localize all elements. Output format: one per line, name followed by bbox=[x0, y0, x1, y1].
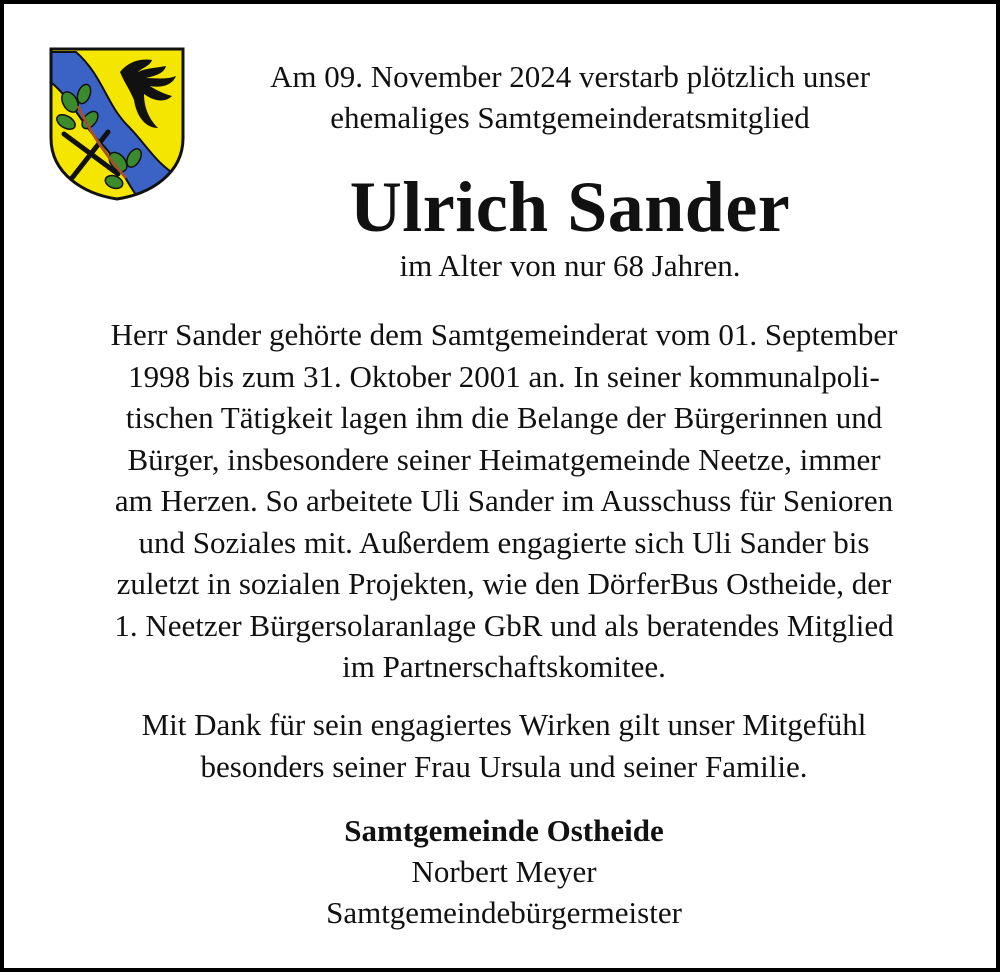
coat-of-arms-icon bbox=[48, 46, 186, 202]
signature-person: Norbert Meyer bbox=[411, 854, 597, 889]
tribute-line: im Partnerschaftskomitee. bbox=[342, 649, 666, 684]
signature-organization: Samtgemeinde Ostheide bbox=[344, 813, 664, 848]
intro-text bbox=[204, 56, 936, 138]
signature-block bbox=[44, 810, 964, 933]
condolence-line: Mit Dank für sein engagiertes Wirken gilt unser Mitgefühl bbox=[141, 707, 867, 742]
tribute-line: Bürger, insbesondere seiner Heimatgemeinde Neetze, immer bbox=[127, 441, 881, 477]
tribute-line: Herr Sander gehörte dem Samtgemeinderat vom 01. September bbox=[110, 317, 898, 352]
age-line: im Alter von nur 68 Jahren. bbox=[399, 248, 741, 283]
tribute-line: und Soziales mit. Außerdem engagierte sich Uli Sander bis bbox=[138, 524, 870, 560]
tribute-line: am Herzen. So arbeitete Uli Sander im Ausschuss für Senioren bbox=[114, 483, 894, 518]
intro-line: ehemaliges Samtgemeinderatsmitglied bbox=[330, 100, 810, 135]
tribute-paragraph bbox=[44, 314, 964, 688]
condolence-paragraph bbox=[44, 704, 964, 787]
tribute-line: 1998 bis zum 31. Oktober 2001 an. In seiner kommunalpoli- bbox=[128, 358, 880, 394]
tribute-line: 1. Neetzer Bürgersolaranlage GbR und als beratendes Mitglied bbox=[114, 607, 894, 643]
condolence-line: besonders seiner Frau Ursula und seiner Familie. bbox=[200, 748, 808, 784]
tribute-line: zuletzt in sozialen Projekten, wie den DörferBus Ostheide, der bbox=[116, 566, 892, 601]
tribute-line: tischen Tätigkeit lagen ihm die Belange der Bürgerinnen und bbox=[125, 400, 883, 435]
signature-title: Samtgemeindebürgermeister bbox=[326, 895, 682, 930]
deceased-name: Ulrich Sander bbox=[349, 167, 791, 247]
intro-line: Am 09. November 2024 verstarb plötzlich unser bbox=[269, 59, 871, 94]
